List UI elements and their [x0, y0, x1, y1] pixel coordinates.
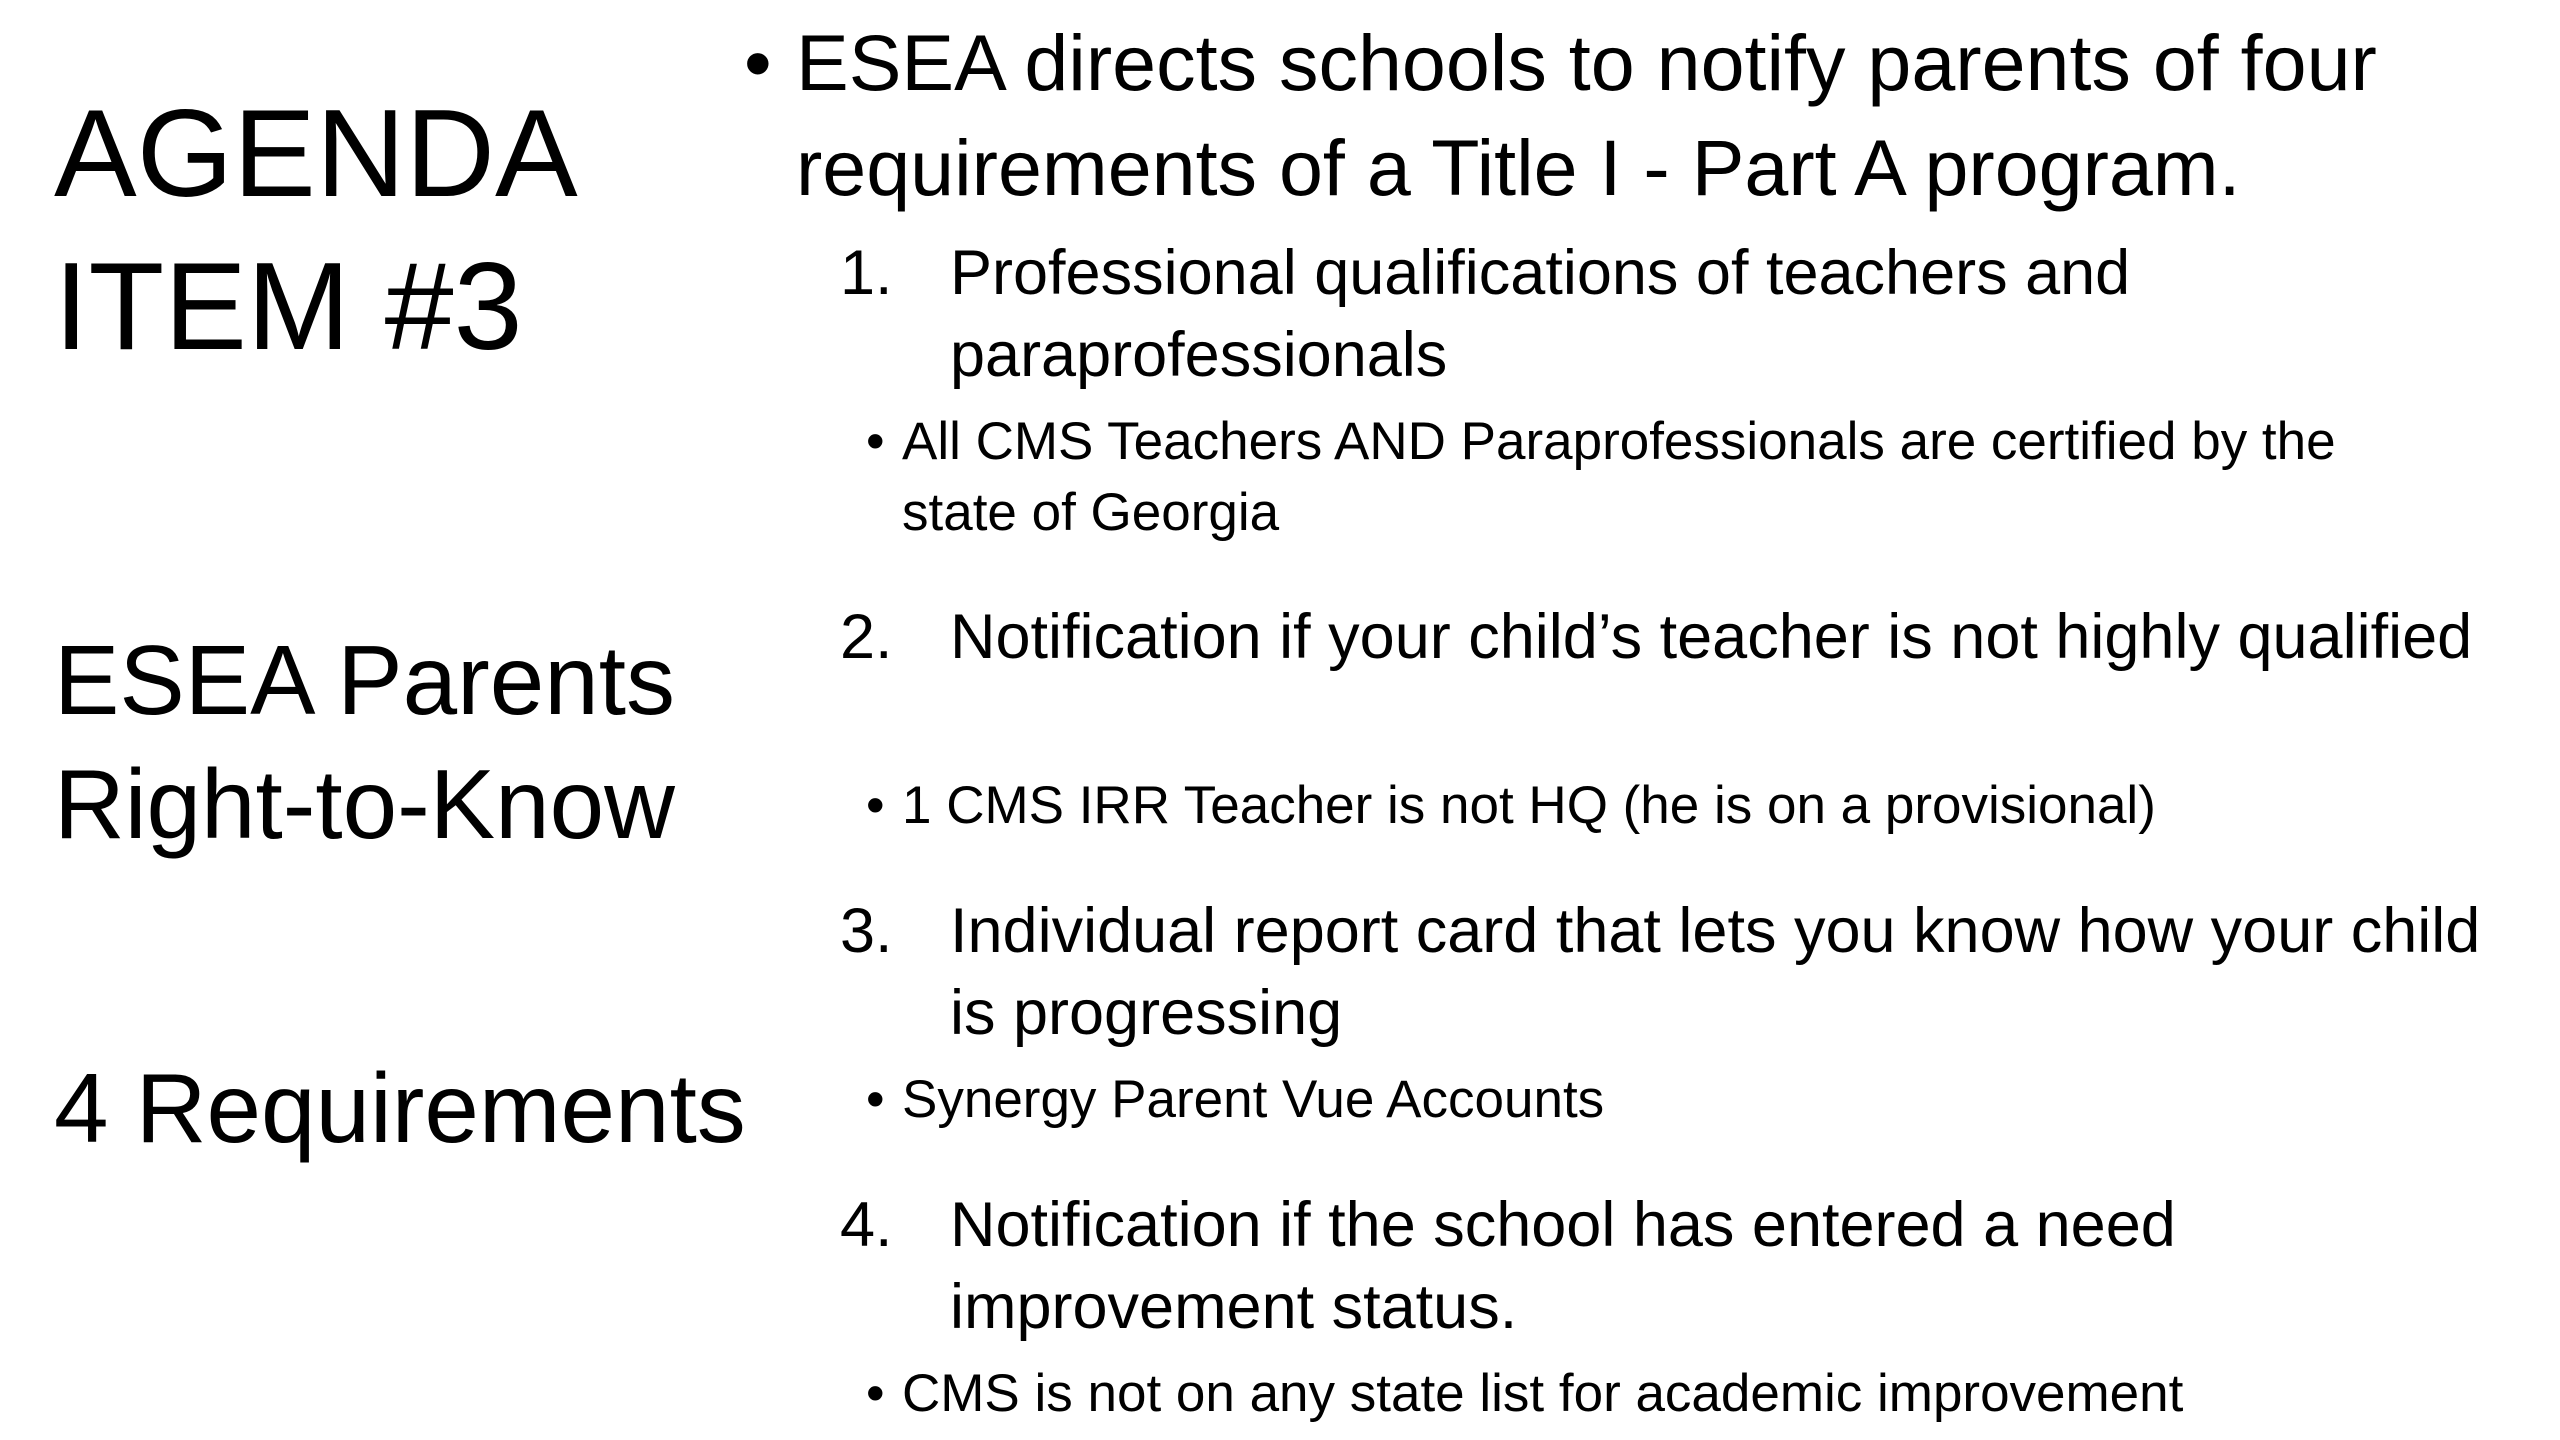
sub-bullet-icon: •: [866, 1364, 885, 1423]
section-subtitle-line-1: ESEA Parents: [54, 625, 676, 735]
agenda-title: [54, 78, 578, 384]
requirement-text: Individual report card that lets you know how your child is progressing: [950, 896, 2481, 1048]
requirement-note-text: Synergy Parent Vue Accounts: [902, 1070, 1605, 1129]
sub-bullet-icon: •: [866, 412, 885, 471]
section-subtitle-line-2: Right-to-Know: [54, 749, 675, 859]
sub-bullet-icon: •: [866, 776, 885, 835]
requirement-number: 3.: [840, 896, 893, 966]
section-subtitle: [54, 618, 675, 866]
requirement-text: Notification if your child’s teacher is not highly qualified: [950, 602, 2473, 672]
requirement-number: 4.: [840, 1190, 893, 1260]
main-point-text: ESEA directs schools to notify parents of four requirements of a Title I - Part A program.: [796, 18, 2377, 212]
sub-bullet-icon: •: [866, 1070, 885, 1129]
requirement-note-text: 1 CMS IRR Teacher is not HQ (he is on a provisional): [902, 776, 2156, 835]
requirement-note-text: CMS is not on any state list for academic improvement: [902, 1364, 2184, 1423]
agenda-title-line-1: AGENDA: [54, 85, 578, 223]
main-bullet-icon: •: [744, 18, 772, 107]
requirement-note-text: All CMS Teachers AND Paraprofessionals are certified by the state of Georgia: [902, 412, 2336, 542]
requirement-number: 2.: [840, 602, 893, 672]
requirements-heading: 4 Requirements: [54, 1053, 746, 1163]
agenda-title-line-2: ITEM #3: [54, 238, 523, 376]
requirement-text: Professional qualifications of teachers and paraprofessionals: [950, 238, 2131, 390]
requirement-number: 1.: [840, 238, 893, 308]
requirement-text: Notification if the school has entered a need improvement status.: [950, 1190, 2176, 1342]
